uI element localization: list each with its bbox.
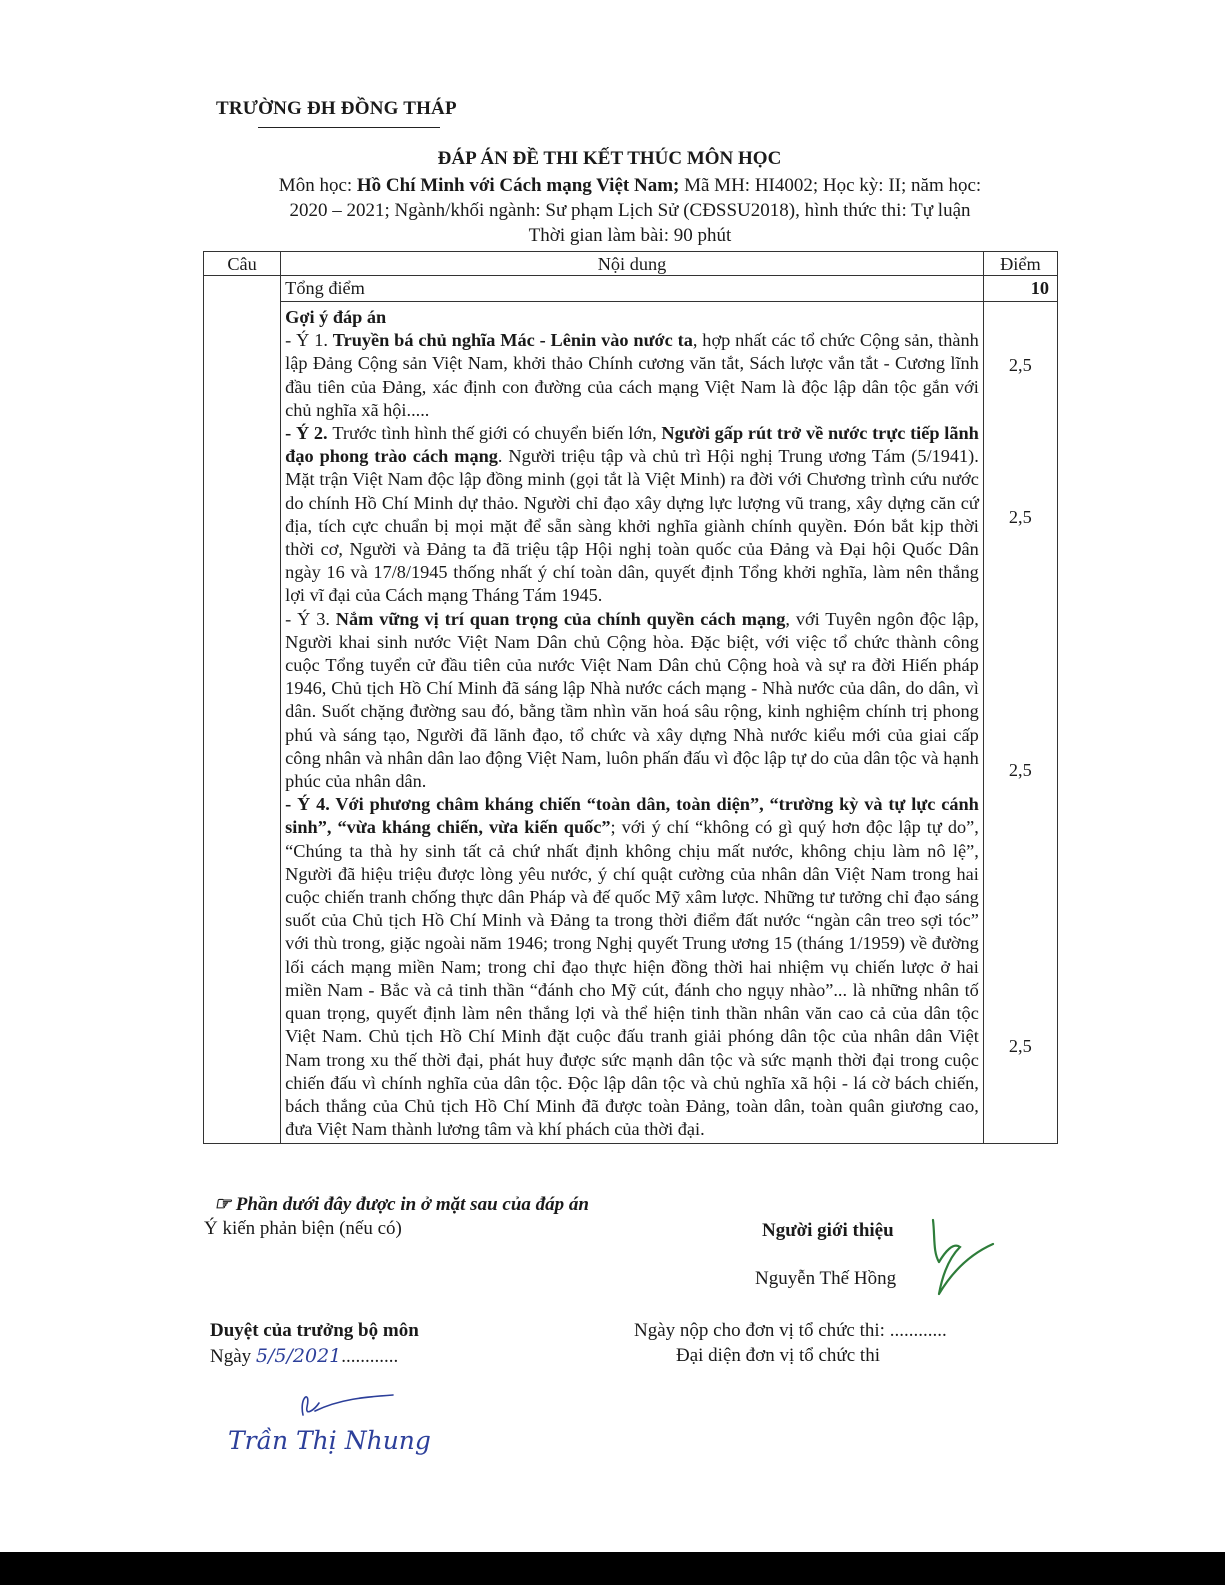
phan-bien-label: Ý kiến phản biện (nếu có) (204, 1218, 402, 1239)
duyet-label: Duyệt của trưởng bộ môn (210, 1320, 419, 1341)
score-column (983, 302, 1057, 1144)
goi-y-heading: Gợi ý đáp án (285, 307, 387, 327)
tong-diem-label: Tổng điểm (281, 276, 984, 302)
nguoi-gioi-thieu-label: Người giới thiệu (762, 1220, 894, 1241)
answer-point-2: - Ý 2. Trước tình hình thế giới có chuyển biến lớn, Người gấp rút trở về nước trực tiếp lãnh đạo phong trào cách mạng. Người triệu tập và chủ trì Hội nghị Trung ương Tám (5/1941). Mặt trận Việt Nam độc lập đồng minh (gọi tắt là Việt Minh) ra đời với Chương trình cứu nước do chính Hồ Chí Minh dự thảo. Người chỉ đạo xây dựng lực lượng vũ trang, xây dựng căn cứ địa, tích cực chuẩn bị mọi mặt để sẵn sàng khởi nghĩa giành chính quyền. Đón bắt kịp thời thời cơ, Người và Đảng ta đã triệu tập Hội nghị toàn quốc của Đảng và Đại hội Quốc Dân ngày 16 và 17/8/1945 thống nhất ý chí toàn dân, quyết định Tổng khởi nghĩa, làm nên thắng lợi vĩ đại của Cách mạng Tháng Tám 1945. (285, 423, 979, 606)
score-point-3: 2,5 (1008, 760, 1032, 780)
exam-duration: Thời gian làm bài: 90 phút (528, 225, 732, 246)
answer-point-3: - Ý 3. Nắm vững vị trí quan trọng của chính quyền cách mạng, với Tuyên ngôn độc lập, Người khai sinh nước Việt Nam Dân chủ Cộng hòa. Đặc biệt, với việc tổ chức thành công cuộc Tổng tuyển cử đầu tiên của nước Việt Nam Dân chủ Cộng hoà và sự ra đời Hiến pháp 1946, Chủ tịch Hồ Chí Minh đã sáng lập Nhà nước cách mạng - Nhà nước của dân, do dân, vì dân. Suốt chặng đường sau đó, bằng tầm nhìn văn hoá sâu rộng, kinh nghiệm chính trị phong phú và sáng tạo, Người đã lãnh đạo, tổ chức và xây dựng Nhà nước kiểu mới của giai cấp công nhân và nhân dân lao động Việt Nam, luôn phấn đấu vì độc lập tự do của dân tộc và hạnh phúc của nhân dân. (285, 608, 979, 792)
table-header-row (204, 252, 1058, 276)
back-side-note: ☞ Phần dưới đây được in ở mặt sau của đáp án (214, 1194, 589, 1215)
tong-diem-value: 10 (983, 276, 1057, 302)
handwritten-signature-name: Trần Thị Nhung (228, 1426, 431, 1455)
answer-point-1: - Ý 1. Truyền bá chủ nghĩa Mác - Lênin vào nước ta, hợp nhất các tổ chức Cộng sản, thành lập Đảng Cộng sản Việt Nam, khởi thảo Chính cương văn tắt, Sách lược vắn tắt - Cương lĩnh đầu tiên của Đảng, xác định con đường của cách mạng Việt Nam là độc lập dân tộc gắn với chủ nghĩa xã hội..... (285, 330, 979, 420)
ngay-nop-label: Ngày nộp cho đơn vị tổ chức thi: ............ (634, 1320, 947, 1341)
program-info-line: 2020 – 2021; Ngành/khối ngành: Sư phạm Lịch Sử (CĐSSU2018), hình thức thi: Tự luận (289, 200, 971, 221)
score-point-1: 2,5 (1008, 355, 1032, 375)
scan-border (0, 1552, 1225, 1585)
green-signature-icon (925, 1212, 1005, 1302)
score-point-2: 2,5 (1008, 507, 1032, 527)
ngay-duyet-handwritten: 5/5/2021 (255, 1345, 342, 1367)
table-row (204, 302, 1058, 1144)
col-cau-header: Câu (204, 252, 281, 276)
answer-point-4: - Ý 4. Với phương châm kháng chiến “toàn dân, toàn diện”, “trường kỳ và tự lực cánh sinh”, “vừa kháng chiến, vừa kiến quốc”; với ý chí “không có gì quý hơn độc lập tự do”, “Chúng ta thà hy sinh tất cả chứ nhất định không chịu mất nước, không chịu làm nô lệ”, Người đã hiệu triệu được lòng yêu nước, ý chí quật cường của nhân dân Việt Nam trong hai cuộc chiến tranh chống thực dân Pháp và đế quốc Mỹ xâm lược. Những tư tưởng chỉ đạo sáng suốt của Chủ tịch Hồ Chí Minh và Đảng ta trong thời điểm đất nước “ngàn cân treo sợi tóc” với thù trong, giặc ngoài năm 1946; trong Nghị quyết Trung ương 15 (tháng 1/1959) về đường lối cách mạng miền Nam; trong chỉ đạo thực hiện đồng thời hai nhiệm vụ chiến lược ở hai miền Nam - Bắc và cả tinh thần “đánh cho Mỹ cút, đánh cho ngụy nhào”... là những nhân tố quan trọng, quyết định làm nên thắng lợi và thể hiện tinh thần nhân văn cao cả của dân tộc Việt Nam. Chủ tịch Hồ Chí Minh đặt cuộc đấu tranh giải phóng dân tộc của nhân dân Việt Nam trong xu thế thời đại, phát huy được sức mạnh dân tộc và sức mạnh thời đại trong cuộc chiến đấu vì chính nghĩa của dân tộc. Độc lập dân tộc và chủ nghĩa xã hội - lá cờ bách chiến, bách thắng của Chủ tịch Hồ Chí Minh đã được toàn Đảng, toàn dân, toàn quân giương cao, đưa Việt Nam thành lương tâm và khí phách của thời đại. (285, 794, 979, 1140)
document-title: ĐÁP ÁN ĐỀ THI KẾT THÚC MÔN HỌC (437, 148, 782, 169)
blue-initials-icon (285, 1385, 400, 1425)
course-name: Hồ Chí Minh với Cách mạng Việt Nam; (356, 175, 680, 196)
col-noi-dung-header: Nội dung (281, 252, 984, 276)
school-name: TRƯỜNG ĐH ĐỒNG THÁP (216, 98, 457, 119)
col-diem-header: Điểm (983, 252, 1057, 276)
nguoi-gioi-thieu-name: Nguyễn Thế Hồng (755, 1268, 897, 1289)
cau-cell (204, 276, 281, 1144)
school-underline (258, 127, 440, 128)
dai-dien-label: Đại diện đơn vị tổ chức thi (676, 1345, 880, 1366)
course-info-line: Môn học: Hồ Chí Minh với Cách mạng Việt Nam; Mã MH: HI4002; Học kỳ: II; năm học: (278, 175, 982, 196)
answer-table (203, 251, 1058, 1144)
score-point-4: 2,5 (1008, 1036, 1032, 1056)
ngay-duyet: Ngày 5/5/2021............ (210, 1345, 399, 1367)
table-row (204, 276, 1058, 302)
answer-content (281, 302, 984, 1144)
